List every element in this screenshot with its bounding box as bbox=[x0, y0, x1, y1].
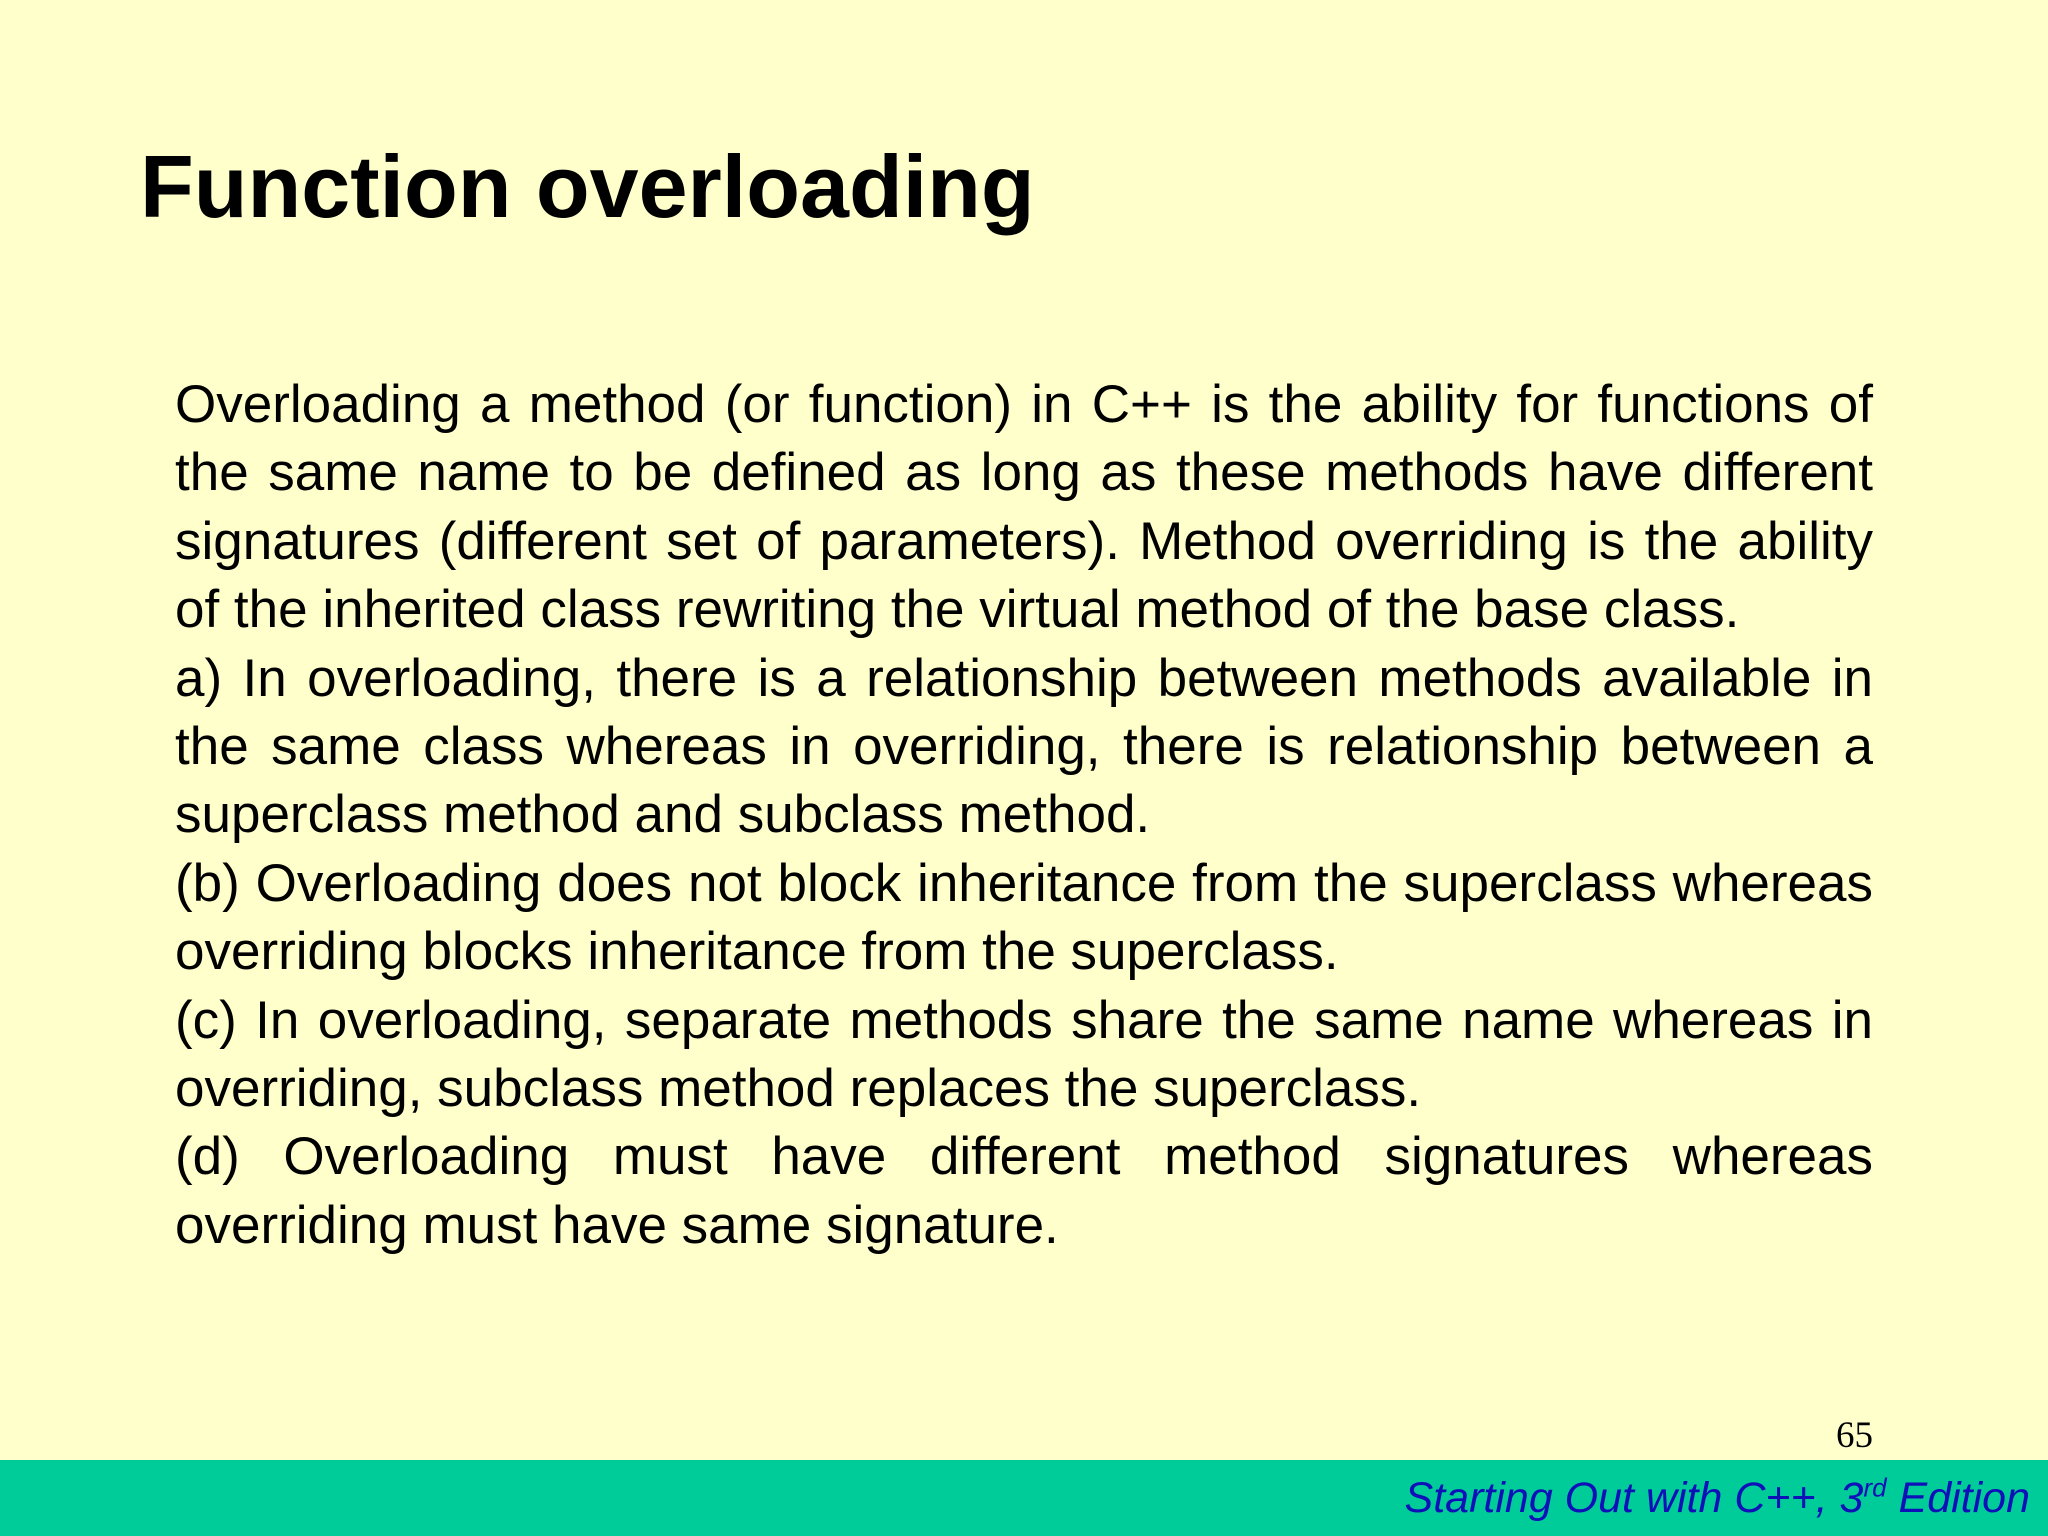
body-paragraph-c: (c) In overloading, separate methods share the same name whereas in overriding, subclass method replaces the superclass. bbox=[175, 990, 1873, 1119]
slide-body bbox=[175, 371, 1873, 1260]
body-paragraph-a: a) In overloading, there is a relationship between methods available in the same class whereas in overriding, there is relationship between a superclass method and subclass method. bbox=[175, 648, 1873, 845]
page-number: 65 bbox=[1836, 1415, 1873, 1456]
body-paragraph-b: (b) Overloading does not block inheritance from the superclass whereas overriding blocks inheritance from the superclass. bbox=[175, 853, 1873, 982]
body-paragraph-intro: Overloading a method (or function) in C++ is the ability for functions of the same name to be defined as long as these methods have different signatures (different set of parameters). Method overriding is the ability of the inherited class rewriting the virtual method of the base class. bbox=[175, 375, 1873, 640]
footer-book-prefix: Starting Out with C++, 3 bbox=[1404, 1474, 1864, 1522]
footer-edition-suffix: Edition bbox=[1886, 1474, 2030, 1522]
slide-title: Function overloading bbox=[140, 137, 1035, 236]
footer-book-title bbox=[1405, 1470, 2030, 1526]
footer-edition-superscript: rd bbox=[1863, 1472, 1887, 1503]
footer-bar bbox=[0, 1460, 2048, 1536]
body-paragraph-d: (d) Overloading must have different method signatures whereas overriding must have same signature. bbox=[175, 1127, 1873, 1255]
